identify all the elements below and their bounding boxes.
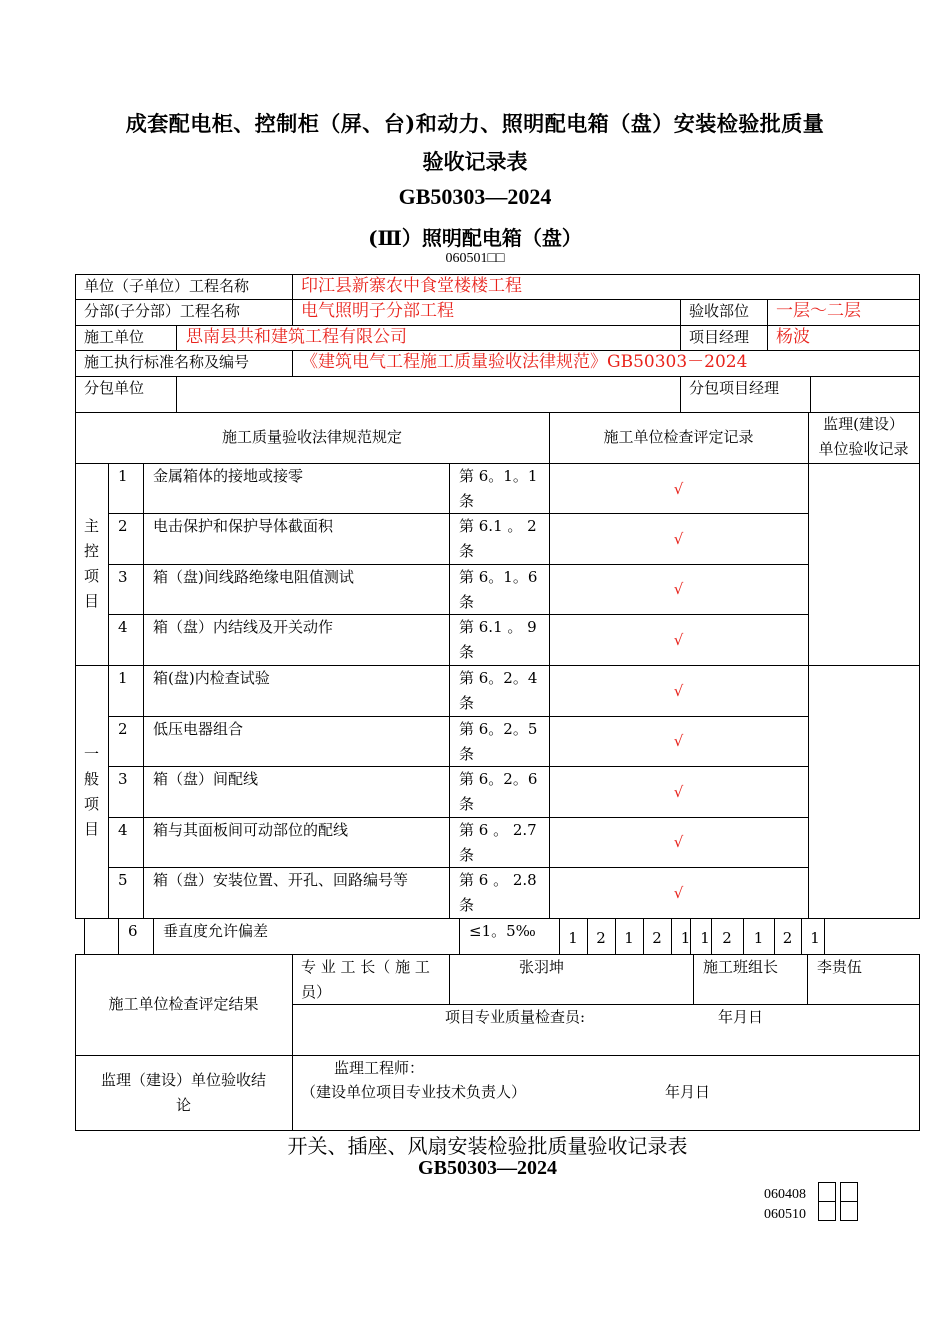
item-no: 6 — [128, 922, 138, 940]
result-label: 施工单位检查评定结果 — [108, 995, 259, 1013]
measured-value: 2 — [652, 929, 662, 947]
item-tolerance: ≤1。5‰ — [469, 922, 536, 940]
item-no: 5 — [118, 871, 128, 889]
item-clause: 第 6。2。4 — [459, 669, 538, 687]
general-items-group-label: 一 般 项 目 — [83, 745, 99, 838]
item-clause: 第 6 。 2.7 — [459, 821, 537, 839]
item-clause-line2: 条 — [459, 643, 475, 661]
item-clause-line2: 条 — [459, 795, 475, 813]
result-date: 年月日 — [718, 1008, 764, 1026]
section-title: (Ⅲ）照明配电箱（盘） — [368, 226, 582, 250]
team-leader-label: 施工班组长 — [703, 958, 779, 976]
supervision-column-header-line2: 单位验收记录 — [818, 440, 909, 458]
measured-value: 1 — [624, 929, 634, 947]
project-manager-value: 杨波 — [776, 327, 810, 347]
document-title: 成套配电柜、控制柜（屏、台)和动力、照明配电箱（盘）安装检验批质量 — [125, 111, 825, 136]
measured-value: 2 — [596, 929, 606, 947]
quality-inspector-label: 项目专业质量检查员: — [445, 1008, 586, 1026]
subcontractor-label: 分包单位 — [84, 379, 145, 397]
item-name: 低压电器组合 — [153, 720, 244, 738]
item-name: 箱（盘)间线路绝缘电阻值测试 — [153, 568, 354, 586]
item-name: 箱（盘）内结线及开关动作 — [153, 618, 334, 636]
conclusion-label-line2: 论 — [175, 1096, 191, 1114]
check-mark: √ — [673, 732, 684, 750]
standard-code: GB50303—2024 — [398, 184, 552, 209]
owner-representative-label: （建设单位项目专业技术负责人） — [301, 1083, 527, 1101]
item-no: 2 — [118, 517, 128, 535]
unit-project-label: 单位（子单位）工程名称 — [84, 277, 250, 295]
item-clause: 第 6。1。1 — [459, 467, 538, 485]
item-name: 箱与其面板间可动部位的配线 — [153, 821, 349, 839]
item-no: 2 — [118, 720, 128, 738]
item-clause-line2: 条 — [459, 492, 475, 510]
item-clause-line2: 条 — [459, 694, 475, 712]
builder-value: 思南县共和建筑工程有限公司 — [186, 327, 407, 347]
item-name: 箱（盘）间配线 — [153, 770, 259, 788]
item-clause: 第 6。1。6 — [459, 568, 538, 586]
measured-value: 1 — [700, 929, 710, 947]
check-mark: √ — [673, 530, 684, 548]
item-name: 箱(盘)内检查试验 — [153, 669, 270, 687]
sub-manager-label: 分包项目经理 — [689, 379, 780, 397]
item-no: 1 — [118, 669, 128, 687]
item-name: 金属箱体的接地或接零 — [153, 467, 304, 485]
item-no: 4 — [118, 618, 128, 636]
measured-value: 1 — [810, 929, 820, 947]
check-mark: √ — [673, 682, 684, 700]
check-mark: √ — [673, 480, 684, 498]
standard-label: 施工执行标准名称及编号 — [84, 353, 250, 371]
check-mark: √ — [673, 580, 684, 598]
next-form-title: 开关、插座、风扇安装检验批质量验收记录表 — [287, 1134, 688, 1158]
item-clause-line2: 条 — [459, 846, 475, 864]
code-box — [818, 1201, 836, 1221]
standard-value: 《建筑电气工程施工质量验收法律规范》GB50303－2024 — [301, 352, 748, 372]
item-no: 3 — [118, 568, 128, 586]
project-manager-label: 项目经理 — [689, 328, 750, 346]
next-form-standard: GB50303—2024 — [418, 1157, 557, 1179]
form-code: 060501□□ — [445, 251, 505, 266]
item-clause-line2: 条 — [459, 593, 475, 611]
item-no: 4 — [118, 821, 128, 839]
check-mark: √ — [673, 884, 684, 902]
conclusion-date: 年月日 — [665, 1083, 711, 1101]
sub-project-label: 分部(子分部）工程名称 — [84, 302, 240, 320]
item-name: 箱（盘）安装位置、开孔、回路编号等 — [153, 871, 409, 889]
main-items-group-label: 主 控 项 目 — [83, 517, 99, 610]
next-form-code-1: 060408 — [764, 1187, 806, 1202]
item-no: 3 — [118, 770, 128, 788]
item-clause-line2: 条 — [459, 542, 475, 560]
foreman-label: 专 业 工 长（ 施 工 — [301, 958, 430, 976]
spec-column-header: 施工质量验收法律规范规定 — [221, 428, 402, 446]
item-no: 1 — [118, 467, 128, 485]
measured-value: 1 — [753, 929, 764, 947]
unit-project-value: 印江县新寨农中食堂楼楼工程 — [301, 276, 522, 296]
item-clause: 第 6。2。5 — [459, 720, 538, 738]
check-mark: √ — [673, 783, 684, 801]
inspection-part-label: 验收部位 — [689, 302, 750, 320]
next-form-code-2: 060510 — [764, 1207, 806, 1222]
item-clause: 第 6 。 2.8 — [459, 871, 537, 889]
document-title-line2: 验收记录表 — [422, 149, 528, 174]
team-leader-name: 李贵伍 — [817, 958, 863, 976]
check-mark: √ — [673, 631, 684, 649]
builder-label: 施工单位 — [84, 328, 145, 346]
measured-value: 2 — [722, 929, 732, 947]
item-clause-line2: 条 — [459, 745, 475, 763]
item-clause-line2: 条 — [459, 896, 475, 914]
code-box — [840, 1182, 858, 1202]
item-clause: 第 6.1 。 2 — [459, 517, 537, 535]
measured-value: 2 — [782, 929, 793, 947]
conclusion-label: 监理（建设）单位验收结 — [100, 1071, 266, 1089]
code-box — [818, 1182, 836, 1202]
supervision-column-header: 监理(建设） — [823, 415, 904, 433]
record-column-header: 施工单位检查评定记录 — [603, 428, 754, 446]
foreman-name: 张羽坤 — [518, 958, 564, 976]
supervising-engineer-label: 监理工程师： — [334, 1059, 425, 1077]
item-name: 垂直度允许偏差 — [163, 922, 269, 940]
measured-value: 1 — [680, 929, 691, 947]
item-name: 电击保护和保护导体截面积 — [153, 517, 334, 535]
measured-value: 1 — [568, 929, 578, 947]
sub-project-value: 电气照明子分部工程 — [301, 301, 454, 321]
item-clause: 第 6。2。6 — [459, 770, 538, 788]
foreman-label-line2: 员） — [301, 983, 332, 1001]
item-clause: 第 6.1 。 9 — [459, 618, 537, 636]
check-mark: √ — [673, 833, 684, 851]
inspection-part-value: 一层～二层 — [776, 301, 861, 321]
code-box — [840, 1201, 858, 1221]
